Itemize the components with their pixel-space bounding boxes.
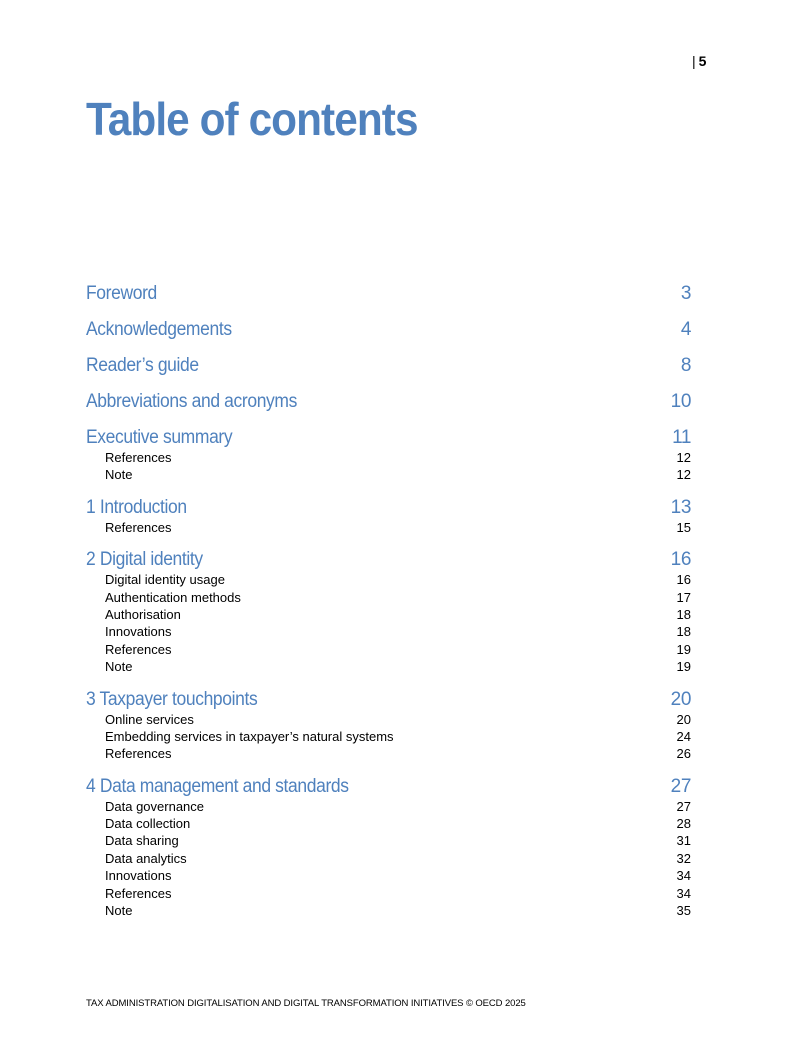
toc-entry-page: 10 bbox=[670, 391, 691, 412]
toc-subentry-page: 12 bbox=[676, 450, 691, 465]
toc-subentry-label: Note bbox=[105, 467, 133, 483]
toc-subentry-page: 26 bbox=[676, 746, 691, 762]
toc-entry-page: 20 bbox=[670, 688, 691, 710]
toc-entry[interactable] bbox=[86, 688, 691, 712]
toc-entry-page: 8 bbox=[680, 355, 691, 376]
toc-subentry-label: References bbox=[105, 641, 172, 657]
page-number-separator: | bbox=[692, 53, 696, 69]
toc-subentry-label: Data collection bbox=[105, 816, 191, 832]
page-number bbox=[692, 53, 706, 69]
toc-entry[interactable] bbox=[86, 354, 691, 378]
toc-subentry-label: Data governance bbox=[105, 798, 205, 814]
toc-section bbox=[86, 390, 691, 414]
toc-section bbox=[86, 354, 691, 378]
toc-subentry[interactable] bbox=[86, 641, 691, 658]
toc-subentry-page: 31 bbox=[676, 833, 691, 849]
toc-subentry-label: References bbox=[105, 450, 172, 465]
toc-entry-page: 11 bbox=[672, 427, 691, 448]
toc-subentry-list bbox=[86, 798, 691, 920]
toc-subentry[interactable] bbox=[86, 658, 691, 675]
toc-entry-label: Foreword bbox=[86, 283, 157, 304]
page-footer: TAX ADMINISTRATION DIGITALISATION AND DIGITAL TRANSFORMATION INITIATIVES © OECD 2025 bbox=[86, 998, 526, 1009]
toc-section bbox=[86, 426, 691, 484]
toc-subentry-page: 20 bbox=[676, 711, 691, 727]
toc-subentry-label: Note bbox=[105, 903, 133, 919]
toc-section bbox=[86, 496, 691, 536]
toc-entry[interactable] bbox=[86, 496, 691, 520]
toc-subentry-list bbox=[86, 449, 691, 484]
toc-subentry[interactable] bbox=[86, 449, 691, 466]
toc-entry[interactable] bbox=[86, 390, 691, 414]
toc-subentry[interactable] bbox=[86, 623, 691, 640]
toc-subentry-page: 24 bbox=[676, 728, 691, 744]
toc-subentry[interactable] bbox=[86, 850, 691, 867]
toc-subentry-page: 12 bbox=[676, 467, 691, 483]
toc-entry[interactable] bbox=[86, 775, 691, 799]
toc-subentry-page: 17 bbox=[676, 589, 691, 605]
toc-subentry-page: 18 bbox=[676, 624, 691, 640]
toc-entry-page: 4 bbox=[680, 319, 691, 340]
toc-subentry-label: Innovations bbox=[105, 868, 172, 884]
toc-subentry-list bbox=[86, 519, 691, 536]
toc-entry-label: Executive summary bbox=[86, 427, 233, 448]
toc-entry-page: 3 bbox=[680, 283, 691, 304]
toc-subentry-label: References bbox=[105, 885, 172, 901]
toc-subentry-page: 32 bbox=[676, 850, 691, 866]
toc-section bbox=[86, 548, 691, 675]
toc-subentry[interactable] bbox=[86, 867, 691, 884]
toc-entry-label: Acknowledgements bbox=[86, 319, 232, 340]
toc-subentry-page: 19 bbox=[676, 641, 691, 657]
toc-subentry[interactable] bbox=[86, 885, 691, 902]
table-of-contents bbox=[86, 282, 691, 931]
toc-subentry[interactable] bbox=[86, 519, 691, 536]
toc-subentry[interactable] bbox=[86, 728, 691, 745]
toc-subentry[interactable] bbox=[86, 798, 691, 815]
toc-subentry[interactable] bbox=[86, 571, 691, 588]
toc-subentry-page: 34 bbox=[676, 868, 691, 884]
toc-entry-page: 16 bbox=[670, 549, 691, 571]
toc-subentry-label: Note bbox=[105, 659, 133, 675]
toc-subentry-page: 19 bbox=[676, 659, 691, 675]
toc-subentry[interactable] bbox=[86, 832, 691, 849]
page-title: Table of contents bbox=[86, 93, 418, 145]
toc-subentry-list bbox=[86, 711, 691, 763]
toc-subentry-label: Innovations bbox=[105, 624, 172, 640]
toc-subentry-list bbox=[86, 571, 691, 675]
toc-subentry[interactable] bbox=[86, 589, 691, 606]
toc-subentry-label: Data analytics bbox=[105, 850, 187, 866]
toc-entry[interactable] bbox=[86, 548, 691, 572]
toc-subentry-page: 27 bbox=[676, 798, 691, 814]
toc-subentry[interactable] bbox=[86, 745, 691, 762]
toc-subentry-label: Online services bbox=[105, 711, 194, 727]
toc-section bbox=[86, 318, 691, 342]
toc-subentry-page: 18 bbox=[676, 606, 691, 622]
toc-entry-label: 1 Introduction bbox=[86, 496, 187, 518]
toc-section bbox=[86, 282, 691, 306]
toc-entry[interactable] bbox=[86, 426, 691, 450]
toc-entry-label: Reader’s guide bbox=[86, 355, 199, 376]
toc-section bbox=[86, 688, 691, 763]
toc-subentry-label: References bbox=[105, 746, 172, 762]
toc-subentry-label: Authorisation bbox=[105, 606, 181, 622]
toc-entry-label: 2 Digital identity bbox=[86, 549, 203, 571]
toc-subentry-page: 35 bbox=[676, 903, 691, 919]
toc-subentry-page: 28 bbox=[676, 816, 691, 832]
toc-subentry-page: 15 bbox=[676, 519, 691, 535]
toc-subentry-page: 16 bbox=[676, 572, 691, 588]
toc-entry-label: 4 Data management and standards bbox=[86, 775, 349, 797]
toc-entry-page: 13 bbox=[670, 496, 691, 518]
toc-entry[interactable] bbox=[86, 318, 691, 342]
toc-subentry-label: Embedding services in taxpayer’s natural systems bbox=[105, 728, 394, 744]
toc-entry-page: 27 bbox=[670, 775, 691, 797]
toc-subentry-page: 34 bbox=[676, 885, 691, 901]
toc-subentry-label: References bbox=[105, 519, 172, 535]
toc-subentry[interactable] bbox=[86, 466, 691, 483]
toc-subentry-label: Data sharing bbox=[105, 833, 179, 849]
page-number-value: 5 bbox=[698, 53, 707, 69]
toc-subentry[interactable] bbox=[86, 815, 691, 832]
toc-subentry-label: Digital identity usage bbox=[105, 572, 225, 588]
toc-subentry[interactable] bbox=[86, 902, 691, 919]
toc-subentry[interactable] bbox=[86, 606, 691, 623]
toc-entry[interactable] bbox=[86, 282, 691, 306]
toc-entry-label: 3 Taxpayer touchpoints bbox=[86, 688, 258, 710]
toc-section bbox=[86, 775, 691, 920]
toc-entry-label: Abbreviations and acronyms bbox=[86, 391, 297, 412]
toc-subentry[interactable] bbox=[86, 711, 691, 728]
toc-subentry-label: Authentication methods bbox=[105, 589, 241, 605]
